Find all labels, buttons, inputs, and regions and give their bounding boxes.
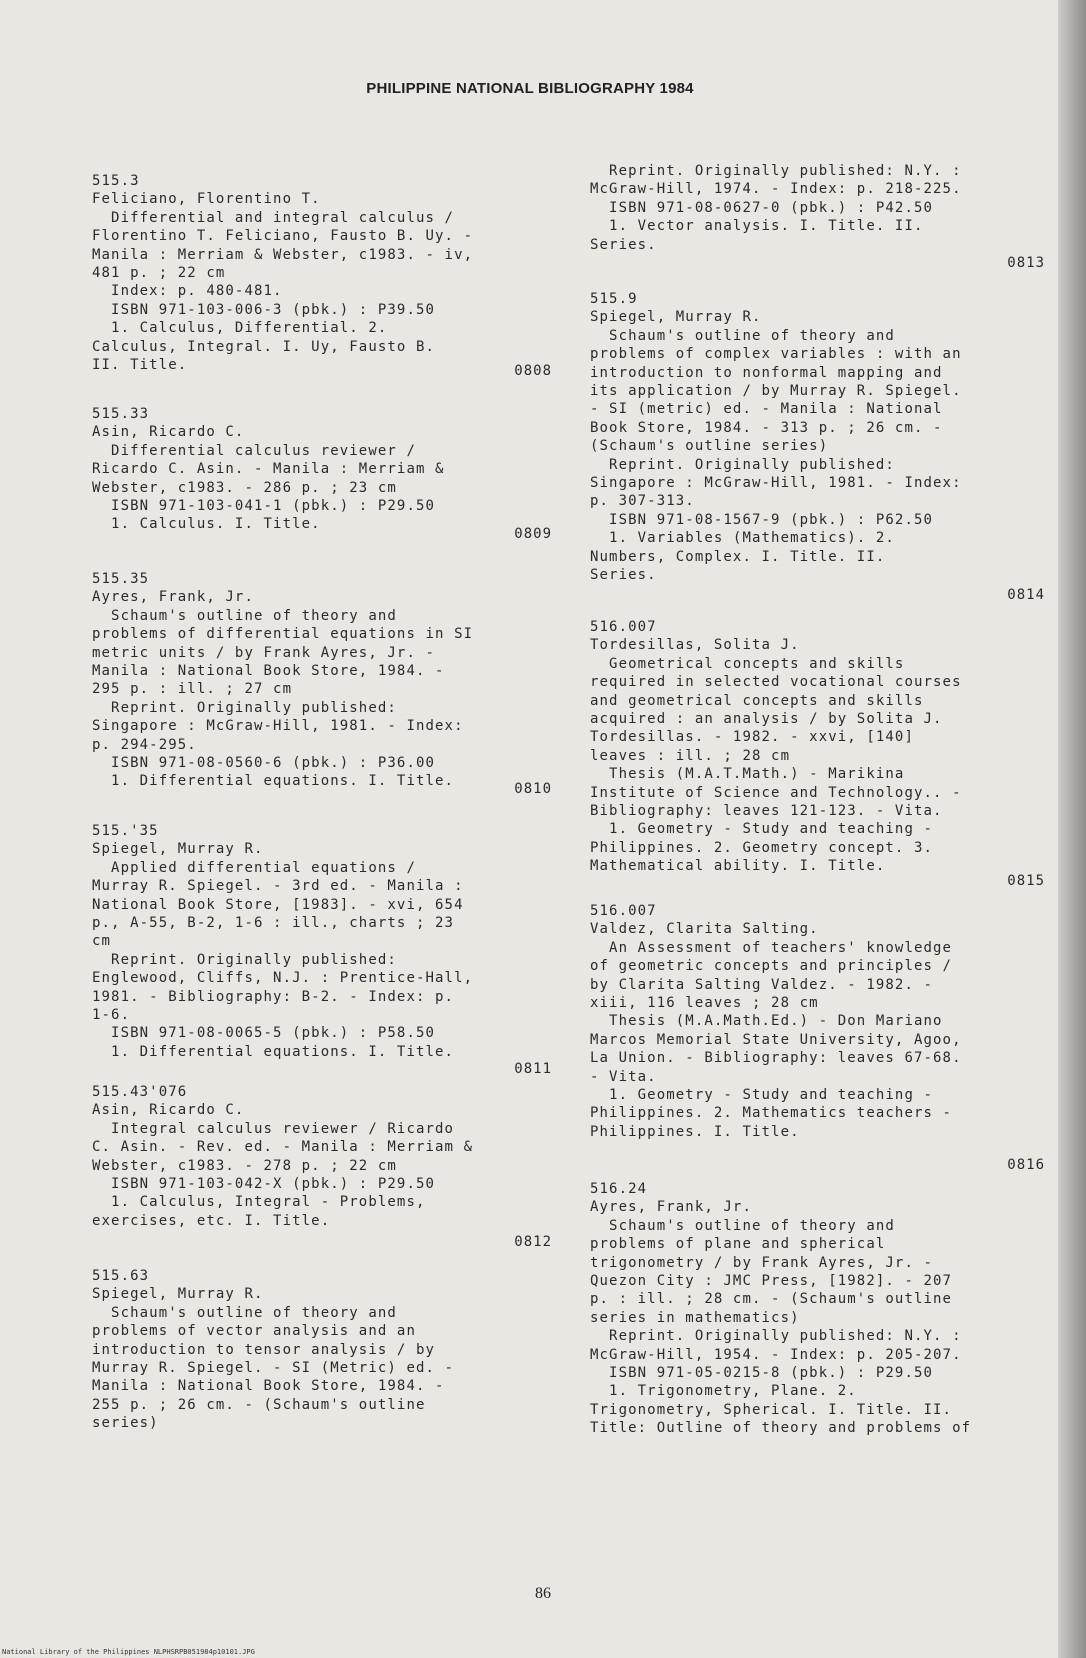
entry-line: Mathematical ability. I. Title. (590, 858, 886, 875)
author-heading: Asin, Ricardo C. (92, 424, 245, 441)
bibliography-entry (590, 1180, 1045, 1438)
bibliography-entry (590, 618, 1045, 889)
control-number: 0814 (1007, 587, 1045, 603)
entry-line: Philippines. 2. Mathematics teachers - (590, 1105, 953, 1122)
call-number: 516.007 (590, 619, 657, 635)
entry-line: 1. Calculus, Integral - Problems, (92, 1194, 426, 1211)
author-heading: Feliciano, Florentino T. (92, 191, 321, 208)
call-number: 515.63 (92, 1268, 150, 1284)
author-heading: Tordesillas, Solita J. (590, 637, 800, 654)
entry-line: introduction to tensor analysis / by (92, 1341, 436, 1358)
entry-line: metric units / by Frank Ayres, Jr. - (92, 644, 436, 661)
entry-line: - SI (metric) ed. - Manila : National (590, 401, 943, 418)
entry-line: ISBN 971-08-0627-0 (pbk.) : P42.50 (590, 199, 934, 216)
entry-line: Webster, c1983. - 286 p. ; 23 cm (92, 479, 397, 496)
entry-line: 1. Differential equations. I. Title. (92, 1043, 455, 1060)
entry-line: ISBN 971-08-0560-6 (pbk.) : P36.00 (92, 755, 436, 772)
entry-line: Webster, c1983. - 278 p. ; 22 cm (92, 1157, 397, 1174)
entry-line: Trigonometry, Spherical. I. Title. II. (590, 1401, 953, 1418)
entry-line: Philippines. 2. Geometry concept. 3. (590, 839, 934, 856)
entry-line: cm (92, 933, 112, 950)
control-number: 0809 (514, 526, 552, 542)
entry-line: problems of vector analysis and an (92, 1323, 416, 1340)
entry-line: Differential calculus reviewer / (92, 442, 416, 459)
entry-line: p., A-55, B-2, 1-6 : ill., charts ; 23 (92, 915, 455, 932)
bibliography-entry (590, 162, 1045, 271)
entry-line: 1981. - Bibliography: B-2. - Index: p. (92, 988, 455, 1005)
entry-line: Schaum's outline of theory and (590, 1217, 895, 1234)
author-heading: Ayres, Frank, Jr. (92, 589, 254, 606)
author-heading: Spiegel, Murray R. (590, 309, 762, 326)
call-number: 515.9 (590, 291, 638, 307)
control-number: 0813 (1007, 255, 1045, 271)
call-number: 515.'35 (92, 823, 159, 839)
entry-line: acquired : an analysis / by Solita J. (590, 711, 943, 728)
entry-line: 295 p. : ill. ; 27 cm (92, 681, 293, 698)
entry-line: Reprint. Originally published: (590, 456, 895, 473)
page-header: PHILIPPINE NATIONAL BIBLIOGRAPHY 1984 (366, 80, 694, 97)
entry-line: its application / by Murray R. Spiegel. (590, 383, 962, 400)
call-number: Reprint. Originally published: N.Y. : (590, 163, 962, 179)
entry-line: Integral calculus reviewer / Ricardo (92, 1120, 455, 1137)
call-number: 515.33 (92, 406, 150, 422)
entry-line: Series. (590, 236, 657, 253)
author-heading: Asin, Ricardo C. (92, 1102, 245, 1119)
control-number: 0816 (1007, 1157, 1045, 1173)
entry-line: Index: p. 480-481. (92, 283, 283, 300)
call-number: 516.24 (590, 1181, 648, 1197)
entry-line: Marcos Memorial State University, Agoo, (590, 1031, 962, 1048)
entry-line: Thesis (M.A.T.Math.) - Marikina (590, 766, 905, 783)
author-heading: Spiegel, Murray R. (92, 841, 264, 858)
entry-line: exercises, etc. I. Title. (92, 1212, 331, 1229)
entry-line: C. Asin. - Rev. ed. - Manila : Merriam & (92, 1139, 474, 1156)
entry-line: 1-6. (92, 1007, 131, 1024)
entry-line: problems of plane and spherical (590, 1236, 886, 1253)
entry-line: - Vita. (590, 1068, 657, 1085)
entry-line: series in mathematics) (590, 1309, 800, 1326)
bibliography-entry (92, 570, 552, 797)
entry-line: and geometrical concepts and skills (590, 692, 924, 709)
call-number: 515.35 (92, 571, 150, 587)
bibliography-entry (92, 822, 552, 1077)
entry-line: Manila : Merriam & Webster, c1983. - iv, (92, 246, 474, 263)
entry-line: series) (92, 1415, 159, 1432)
entry-line: required in selected vocational courses (590, 674, 962, 691)
entry-line: trigonometry / by Frank Ayres, Jr. - (590, 1254, 934, 1271)
entry-line: Singapore : McGraw-Hill, 1981. - Index: (92, 718, 464, 735)
entry-line: ISBN 971-103-041-1 (pbk.) : P29.50 (92, 498, 436, 515)
entry-line: Manila : National Book Store, 1984. - (92, 1378, 445, 1395)
entry-line: Series. (590, 567, 657, 584)
entry-line: Applied differential equations / (92, 859, 416, 876)
entry-line: Manila : National Book Store, 1984. - (92, 663, 445, 680)
entry-line: Murray R. Spiegel. - 3rd ed. - Manila : (92, 878, 464, 895)
control-number: 0811 (514, 1061, 552, 1077)
entry-line: Numbers, Complex. I. Title. II. (590, 548, 886, 565)
control-number: 0808 (514, 363, 552, 379)
author-heading: Ayres, Frank, Jr. (590, 1199, 752, 1216)
call-number: 515.43'076 (92, 1084, 188, 1100)
entry-line: Calculus, Integral. I. Uy, Fausto B. (92, 338, 436, 355)
entry-line: 1. Trigonometry, Plane. 2. (590, 1383, 857, 1400)
entry-line: ISBN 971-08-1567-9 (pbk.) : P62.50 (590, 511, 934, 528)
entry-line: 1. Geometry - Study and teaching - (590, 821, 934, 838)
entry-line: by Clarita Salting Valdez. - 1982. - (590, 976, 934, 993)
entry-line: Schaum's outline of theory and (92, 1304, 397, 1321)
entry-line: Murray R. Spiegel. - SI (Metric) ed. - (92, 1360, 455, 1377)
entry-line: problems of complex variables : with an (590, 346, 962, 363)
entry-line: La Union. - Bibliography: leaves 67-68. (590, 1050, 962, 1067)
bibliography-entry (590, 902, 1045, 1173)
entry-line: of geometric concepts and principles / (590, 958, 953, 975)
entry-line: Institute of Science and Technology.. - (590, 784, 962, 801)
control-number: 0812 (514, 1234, 552, 1250)
entry-line: ISBN 971-103-006-3 (pbk.) : P39.50 (92, 301, 436, 318)
entry-line: Bibliography: leaves 121-123. - Vita. (590, 803, 943, 820)
entry-line: Quezon City : JMC Press, [1982]. - 207 (590, 1273, 953, 1290)
entry-line: 1. Vector analysis. I. Title. II. (590, 218, 924, 235)
entry-line: Reprint. Originally published: (92, 699, 397, 716)
entry-line: National Book Store, [1983]. - xvi, 654 (92, 896, 464, 913)
entry-line: leaves : ill. ; 28 cm (590, 747, 791, 764)
entry-line: Singapore : McGraw-Hill, 1981. - Index: (590, 475, 962, 492)
entry-line: introduction to nonformal mapping and (590, 364, 943, 381)
author-heading: Spiegel, Murray R. (92, 1286, 264, 1303)
bibliography-entry (92, 405, 552, 542)
entry-line: p. 294-295. (92, 736, 197, 753)
author-heading: Valdez, Clarita Salting. (590, 921, 819, 938)
entry-line: Title: Outline of theory and problems of (590, 1420, 972, 1437)
entry-line: xiii, 116 leaves ; 28 cm (590, 995, 819, 1012)
bibliography-entry (92, 1083, 552, 1250)
entry-line: Englewood, Cliffs, N.J. : Prentice-Hall, (92, 970, 474, 987)
entry-line: 1. Geometry - Study and teaching - (590, 1087, 934, 1104)
entry-line: Florentino T. Feliciano, Fausto B. Uy. - (92, 228, 474, 245)
entry-line: Tordesillas. - 1982. - xxvi, [140] (590, 729, 914, 746)
call-number: 515.3 (92, 173, 140, 189)
entry-line: II. Title. (92, 357, 188, 374)
entry-line: p. : ill. ; 28 cm. - (Schaum's outline (590, 1291, 953, 1308)
entry-line: p. 307-313. (590, 493, 695, 510)
entry-line: ISBN 971-103-042-X (pbk.) : P29.50 (92, 1176, 436, 1193)
entry-line: Philippines. I. Title. (590, 1123, 800, 1140)
entry-line: 481 p. ; 22 cm (92, 265, 226, 282)
entry-line: problems of differential equations in SI (92, 626, 474, 643)
entry-line: 1. Calculus, Differential. 2. (92, 320, 388, 337)
entry-line: 1. Variables (Mathematics). 2. (590, 530, 895, 547)
page-edge-shadow (1058, 0, 1086, 1658)
entry-line: 255 p. ; 26 cm. - (Schaum's outline (92, 1396, 426, 1413)
entry-line: Reprint. Originally published: (92, 951, 397, 968)
entry-line: (Schaum's outline series) (590, 438, 829, 455)
bibliography-entry (92, 172, 552, 379)
entry-line: Reprint. Originally published: N.Y. : (590, 1328, 962, 1345)
control-number: 0810 (514, 781, 552, 797)
entry-line: Ricardo C. Asin. - Manila : Merriam & (92, 461, 445, 478)
entry-line: Differential and integral calculus / (92, 209, 455, 226)
scan-footer: National Library of the Philippines NLPHSRPB051984p10101.JPG (2, 1648, 255, 1656)
control-number: 0815 (1007, 873, 1045, 889)
bibliography-entry (590, 290, 1045, 603)
entry-line: McGraw-Hill, 1954. - Index: p. 205-207. (590, 1346, 962, 1363)
entry-line: Schaum's outline of theory and (92, 607, 397, 624)
entry-line: Schaum's outline of theory and (590, 327, 895, 344)
entry-line: ISBN 971-05-0215-8 (pbk.) : P29.50 (590, 1365, 934, 1382)
entry-line: ISBN 971-08-0065-5 (pbk.) : P58.50 (92, 1025, 436, 1042)
entry-line: 1. Calculus. I. Title. (92, 516, 321, 533)
entry-line: An Assessment of teachers' knowledge (590, 939, 953, 956)
entry-line: Geometrical concepts and skills (590, 655, 905, 672)
bibliography-entry (92, 1267, 552, 1433)
entry-line: Book Store, 1984. - 313 p. ; 26 cm. - (590, 419, 943, 436)
entry-line: Thesis (M.A.Math.Ed.) - Don Mariano (590, 1013, 943, 1030)
call-number: 516.007 (590, 903, 657, 919)
entry-line: 1. Differential equations. I. Title. (92, 773, 455, 790)
page-number: 86 (535, 1585, 551, 1602)
author-heading: McGraw-Hill, 1974. - Index: p. 218-225. (590, 181, 962, 198)
